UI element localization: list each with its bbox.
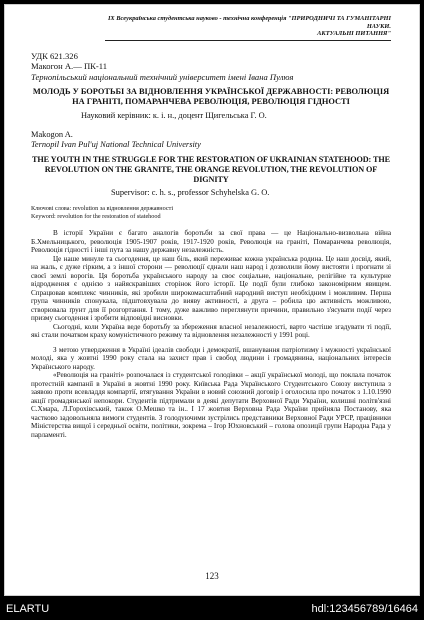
affiliation-en: Ternopil Ivan Pul'uj National Technical University [31,140,201,150]
paragraph-1: В історії України є багато аналогів боротьби за свої права — це Національно-визвольна війна Б.Хмельницького, революція 1905-1907 років, 1917-1920 років, Революція на граніті, Помаранчева революція, Революція гідності і інші пута за нашу державну незалежність. [31,229,391,255]
body-text [31,229,391,439]
keywords-ua: Ключові слова: revolution за відновлення державності [31,205,174,213]
page-number: 123 [205,571,219,581]
conference-header-line2: АКТУАЛЬНІ ПИТАННЯ" [317,30,391,38]
paragraph-5: «Революція на граніті» розпочалася із студентської голодівки – акції української молоді, що поклала початок протестній кампанії в Україні в жовтні 1990 року. Київська Рада Українського Студентського Союзу виступила з заявою проти всевладдя компартії, втягування України в новий союзний договір і оголосила про початок з 1.10.1990 акції громадянської непокори. Студентів підтримали в деякі депутати Верховної Ради України, колишні політв'язні С.Хмара, Л.Горохівський, також О.Мешко та ін.. І 17 жовтня Верховна Рада України прийняла Постанову, яка частково задовольняла вимоги студентів. З голодуючими зустрілись представники Верховної Ради УРСР, працівники Міністерства вищої і середньої освіти, політики, зокрема – Ігор Юхновський – голова опозиції групи Народна Рада у парламенті. [31,371,391,439]
affiliation-ua: Тернопільський національний технічний університет імені Івана Пулюя [31,71,294,82]
english-meta [31,130,391,150]
ukrainian-meta [31,51,391,82]
conference-header [105,15,391,41]
author-en: Makogon A. [31,130,73,140]
keywords-en: Keyword: revolution for the restoration of statehood [31,212,161,220]
title-en: THE YOUTH IN THE STRUGGLE FOR THE RESTORATION OF UKRAINIAN STATEHOOD: THE REVOLUTION ON THE GRANITE, THE ORANGE REVOLUTION, THE REVOLUTION OF DIGNITY [32,154,390,185]
supervisor-ua: Науковий керівник: к. і. н., доцент Щигельська Г. О. [81,110,267,120]
paragraph-3: Сьогодні, коли Україна веде боротьбу за збереження власної незалежності, варто частіше згадувати ті події, які стали початком краху комуністичного режиму та відновлення незалежності у 1991 році. [31,322,391,340]
paragraph-2: Це наше минуле та сьогодення, це наш біль, який переживає кожна українська родина. Це наш досвід, який, на жаль, є дуже гірким, а з іншої сторони — революції єднали наш народ і дозволили йому вистояти і прогнати зі своєї землі ворогів. Ця боротьба українського народу за своє соціальне, національне, релігійне та культурне відродження є однією з найяскравіших сторінок його історії. Це події були глибоко закономірним явищем. Спрацював комплекс чинників, які зробили широкомасштабний народний виступ необхідним і можливим. Перша група чинників спонукала, підштовхувала до вияву активності, а друга – робила цю активність можливою, створювала ґрунт для її розгортання. І тому, дуже важливо переглянути причини, правильно з'ясувати події через призму сьогодення і зробити відповідні висновки. [31,254,391,323]
author-ua: Макогон А.— ПК-11 [31,61,108,72]
page-content [31,15,391,439]
repository-name: ELARTU [6,603,50,615]
title-ua: МОЛОДЬ У БОРОТЬБІ ЗА ВІДНОВЛЕННЯ УКРАЇНСЬКОЇ ДЕРЖАВНОСТІ: РЕВОЛЮЦІЯ НА ГРАНІТІ, ПОМАРАНЧЕВА РЕВОЛЮЦІЯ, РЕВОЛЮЦІЯ ГІДНОСТІ [32,87,390,107]
keywords [31,205,391,220]
supervisor-en: Supervisor: c. h. s., professor Schyhelska G. O. [111,188,270,198]
document-page [4,4,420,596]
viewer-footer [0,598,424,620]
udk-code: УДК 621.326 [31,50,78,61]
conference-header-line1: IX Всеукраїнська студентська науково - технічна конференція "ПРИРОДНИЧІ ТА ГУМАНІТАРНІ НАУКИ. [107,15,391,30]
paragraph-4: З метою утвердження в Україні ідеалів свободи і демократії, вшанування патріотизму і мужності української молоді, яка у жовтні 1990 року стала на захист прав і свобод людини і громадянина, національних інтересів Українського народу. [31,345,391,371]
handle-id: hdl:123456789/16464 [311,603,418,615]
